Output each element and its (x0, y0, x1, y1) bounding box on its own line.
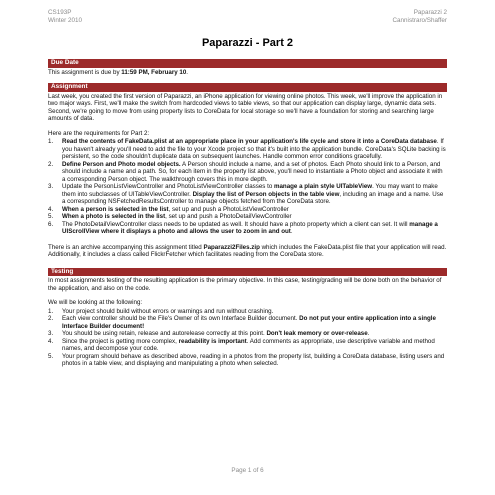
item-rest: , set up and push a PhotoDetailViewController (165, 213, 292, 220)
list-item (48, 353, 447, 368)
list-item (48, 206, 447, 214)
item-bold: manage a UIScrollView where it displays a photo and allows the user to zoom in and out (62, 220, 438, 235)
item-number: 4. (48, 205, 54, 213)
testing-heading: Testing (48, 268, 447, 277)
item-text (62, 338, 447, 353)
header-left (48, 9, 82, 25)
item-text (62, 161, 447, 184)
item-pre: Since the project is getting more complex, (62, 337, 179, 345)
item-number: 1. (48, 307, 54, 315)
item-number: 3. (48, 330, 54, 337)
item-text (62, 206, 447, 214)
authors: Cannistraro/Shaffer (392, 17, 447, 24)
item-number: 2. (48, 160, 54, 168)
requirements-intro: Here are the requirements for Part 2: (48, 129, 150, 137)
item-text (62, 221, 447, 236)
requirements-list (48, 138, 447, 236)
archive-prefix: There is an archive accompanying this assignment titled (48, 243, 204, 251)
item-rest: . If you haven't already you'll need to add the file to your Xcode project so that it's built into the application bundle. CoreData's SQLite backing is persistent, so the code shouldn't duplicate data on subsequent launches. Handle common error conditions gracefully. (62, 138, 446, 160)
item-rest: , including an image and a name. Use a corresponding NSFetchedResultsController to manage objects fetched from the CoreData store. (62, 190, 444, 205)
due-date-heading: Due Date (48, 59, 447, 68)
item-text (62, 213, 447, 221)
assignment-heading: Assignment (48, 83, 447, 92)
due-date-suffix: . (186, 68, 189, 76)
item-text (62, 138, 447, 161)
item-bold-2: Display the list of Person objects in the table view (192, 190, 340, 198)
testing-list (48, 308, 447, 368)
item-number: 1. (48, 138, 54, 145)
archive-paragraph (48, 244, 447, 259)
testing-looking-for: We will be looking at the following: (48, 299, 143, 306)
item-number: 4. (48, 337, 54, 345)
item-text (62, 330, 447, 338)
page-header (48, 9, 447, 25)
item-pre: Each view controller should be the File's Owner of its own Interface Builder document. (62, 315, 300, 322)
item-rest: . Add comments as appropriate, use descriptive variable and method names, and decompose your code. (62, 337, 435, 352)
item-rest: . (290, 228, 293, 235)
item-pre: You should be using retain, release and autorelease correctly at this point. (62, 330, 267, 337)
due-date-prefix: This assignment is due by (48, 68, 122, 76)
assignment-name: Paparazzi 2 (413, 9, 447, 16)
list-item (48, 330, 447, 338)
item-rest: , set up and push a PhotoListViewController (168, 205, 289, 213)
list-item (48, 183, 447, 206)
item-bold: Read the contents of FakeData.plist at an appropriate place in your application's life cycle and store it into a CoreData database (62, 138, 437, 145)
item-number: 3. (48, 183, 54, 190)
list-item (48, 221, 447, 236)
list-item (48, 315, 447, 330)
list-item (48, 213, 447, 221)
item-bold: When a person is selected in the list (62, 205, 169, 213)
item-text (62, 315, 447, 330)
header-right (393, 9, 448, 25)
item-mid: . You may want to make them into subclasses of UITableViewController. (62, 183, 438, 198)
item-bold: manage a plain style UITableView (273, 183, 373, 190)
list-item (48, 138, 447, 161)
assignment-intro: Last week, you created the first version of Paparazzi, an iPhone application for viewing online photos. This week, we'll improve the application in two major ways. First, we'll make the switch from hardcoded views to table views, so that our application can display large, dynamic data sets. Second, we're going to move from using property lists to CoreData for local storage so we'll have a foundation for storing and searching large amounts of data. (48, 92, 443, 122)
list-item (48, 338, 447, 353)
item-text: Your project should build without errors or warnings and run without crashing. (62, 307, 274, 315)
due-date-text (48, 69, 447, 77)
item-number: 6. (48, 220, 54, 228)
term: Winter 2010 (48, 17, 82, 24)
item-text: Your program should behave as described above, reading in a photos from the property list, building a CoreData database, listing users and photos in a table view, and displaying and manipulating a photo when selected. (62, 352, 445, 367)
item-number: 5. (48, 352, 54, 360)
course-code: CS193P (48, 9, 72, 16)
item-number: 5. (48, 213, 54, 220)
item-bold: Define Person and Photo model objects. (62, 160, 181, 168)
archive-suffix: which includes the FakeData.plist file that your application will read. Additionally, it includes a class called FlickrFetcher which facilitates reading from the CoreData store. (48, 243, 447, 258)
due-date-deadline: 11:59 PM, February 10 (121, 68, 187, 76)
page-footer: Page 1 of 6 (231, 467, 264, 474)
list-item (48, 161, 447, 184)
document-title: Paparazzi - Part 2 (201, 37, 294, 49)
item-bold: Do not put your entire application into a single Interface Builder document! (62, 315, 436, 330)
item-bold: readability is important (178, 337, 247, 345)
item-rest: . (367, 330, 370, 337)
archive-filename: Paparazzi2Files.zip (203, 243, 260, 251)
item-number: 2. (48, 315, 54, 322)
item-pre: The PhotoDetailViewController class needs to be updated as well. It should have a photo property which a client can set. It will (62, 220, 410, 228)
item-text (62, 183, 447, 206)
item-pre: Update the PersonListViewController and PhotoListViewController classes to (62, 183, 274, 190)
item-bold: Don't leak memory or over-release (266, 330, 368, 337)
item-rest: A Person should include a name, and a set of photos. Each Photo should link to a Person, and should include a name and a path. So, for each item in the property list above, you'll need to instantiate a Photo object and associate it with a corresponding Person object. The walkthrough covers this in more depth. (62, 160, 443, 183)
item-bold: When a photo is selected in the list (62, 213, 166, 220)
list-item (48, 308, 447, 316)
testing-intro: In most assignments testing of the resulting application is the primary objective. In this case, testing/grading will be done both on the behavior of the application, and also on the code. (48, 277, 442, 292)
